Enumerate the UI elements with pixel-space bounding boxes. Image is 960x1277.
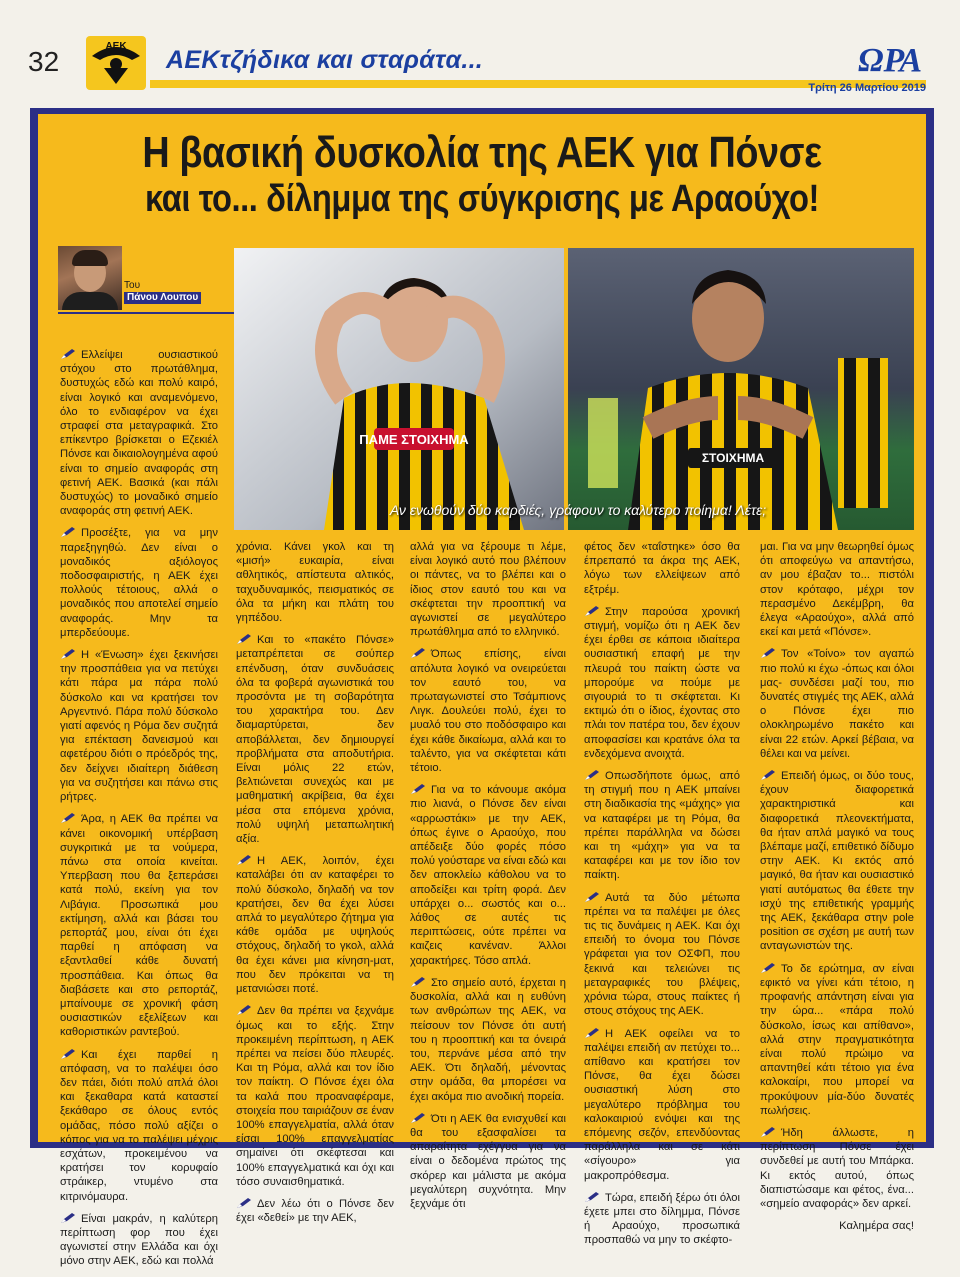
paragraph [584,540,740,597]
article-column-1 [60,348,218,1277]
pen-bullet-icon [584,769,600,781]
paragraph-text: χρόνια. Κάνει γκολ και τη «μισή» ευκαιρία, είναι αθλητικός, απίστευτα αλτικός, ταχυδυναμικός, πεισματικός σε όλα τα μήκη και πλάτη του γηπέδου. [236,541,394,625]
paragraph-text: Όπως επίσης, είναι απόλυτα λογικό να ονειρεύεται τον εαυτό του, να πρωταγωνιστεί στο Τσάμπιονς Λιγκ. Δουλεύει πολύ, έχει το μυαλό του στο ποδόσφαιρο και έχει κάθε δικαίωμα, αλλά και το ταλέντο, για να σκέφτεται κάτι τέτοιο. [410,648,566,775]
paragraph [760,540,914,639]
byline-prefix: Του [124,280,141,291]
paragraph-text: Το δε ερώτημα, αν είναι εφικτό να γίνει κάτι τέτοιο, η προφανής απάντηση είναι για την ώρα... «πάρα πολύ δύσκολο, ίσως και απίθανο», αλλά στην πραγματικότητα είναι πολύ πρώιμο να απαντηθεί κάτι τέτοιο για ένα καλοκαίρι, που μπορεί να προκύψουν μία-δύο δυνατές πωλήσεις. [760,962,914,1117]
issue-date: Τρίτη 26 Μαρτίου 2019 [808,82,926,94]
paragraph-text: Οπωσδήποτε όμως, από τη στιγμή που η ΑΕΚ μπαίνει στη διαδικασία της «μάχης» για να καταφέρει με τη Ρόμα, θα πρέπει παράλληλα να δώσει και τη «μάχη» για να τα καταφέρει και με τον ίδιο τον παίκτη. [584,770,740,882]
paragraph [760,647,914,761]
paragraph-text: φέτος δεν «ταΐστηκε» όσο θα έπρεπαπό τα άκρα της ΑΕΚ, λόγω των ελλείψεων από εξτρέμ. [584,541,740,596]
page-number: 32 [28,46,60,77]
paragraph [60,648,218,804]
svg-text:ΑΕΚ: ΑΕΚ [105,41,127,52]
byline-name: Πάνου Λουπου [124,292,201,304]
paragraph [410,1112,566,1211]
paragraph [60,1048,218,1204]
pen-bullet-icon [236,1197,252,1209]
pen-bullet-icon [760,1126,776,1138]
paragraph [410,783,566,968]
article-frame [30,108,934,1268]
photo-player-heart-right [568,248,914,530]
pen-bullet-icon [410,783,426,795]
pen-bullet-icon [584,891,600,903]
article-column-5 [760,540,914,1233]
paragraph-text: Ήδη άλλωστε, η περίπτωση Πόνσε έχει συνδεθεί με αυτή του Μπάρκα. Κι εκτός αυτού, όπως διαπιστώσαμε και φέτος, ένα... «σημείο αναφοράς» δεν αρκεί. [760,1126,914,1210]
author-photo [58,246,122,310]
paragraph [584,1191,740,1248]
pen-bullet-icon [60,1048,76,1060]
paragraph [410,647,566,775]
pen-bullet-icon [60,812,76,824]
signoff: Καλημέρα σας! [839,1220,914,1233]
pen-bullet-icon [236,854,252,866]
paragraph [60,812,218,1039]
paragraph [760,1126,914,1211]
paragraph-text: Δεν λέω ότι ο Πόνσε δεν έχει «δεθεί» με την ΑΕΚ, [236,1197,394,1225]
paragraph-text: Η ΑΕΚ οφείλει να το παλέψει επειδή αν πετύχει το... απίθανο και κρατήσει τον Πόνσε, θα έχει δώσει ουσιαστική λύση στο μεγαλύτερο πρόβλημα του καλοκαιριού ενόψει και της επόμενης σεζόν, επενδύοντας παράλληλα και σε κάτι «σίγουρο» για μακροπρόθεσμα. [584,1027,740,1182]
paragraph-text: Στην παρούσα χρονική στιγμή, νομίζω ότι η ΑΕΚ δεν έχει έρθει σε κάποια ιδιαίτερα ουσιαστική επαφή με την πλευρά του παίκτη ώστε να μπορούμε να πούμε με σιγουριά το τι σκέφτεται. Κι εκτιμώ ότι ο ίδιος, έχοντας στο πλάι τον πατέρα του, δεν έχουν αποφασίσει και κρατάνε όλα τα ενδεχόμενα ανοιχτά. [584,605,740,760]
byline-rule [58,312,234,314]
pen-bullet-icon [60,648,76,660]
paragraph-text: Είναι μακράν, η καλύτερη περίπτωση φορ που έχει αγωνιστεί στην Ελλάδα και όχι μόνο στην ΑΕΚ, εδώ και πολλά [60,1212,218,1268]
pen-bullet-icon [760,769,776,781]
paragraph-text: Τώρα, επειδή ξέρω ότι όλοι έχετε μπει στο δίλημμα, Πόνσε ή Αραούχο, προσωπικά προσπαθώ να μην το σκέφτο- [584,1191,740,1247]
paragraph [760,769,914,954]
paragraph-text: Και το «πακέτο Πόνσε» μεταπρέπεται σε σούπερ επένδυση, όταν συνδυάσεις όλα τα φοβερά αγωνιστικά του προσόντα με τη σοβαρότητα του χαρακτήρα του. Δεν διαμαρτύρεται, δεν αποβάλλεται, δεν δημιουργεί προβλήματα στα αποδυτήρια. Είναι μόλις 22 ετών, βελτιώνεται συνεχώς και με μαθηματική ακρίβεια, θα έχει μέσα στα επόμενα χρόνια, πολύ υψηλή μεταπωλητική αξία. [236,634,394,846]
photo-player-heart-left [234,248,564,530]
paragraph-text: Για να το κάνουμε ακόμα πιο λιανά, ο Πόνσε δεν είναι «αρρωστάκι» με την ΑΕΚ, όπως έγινε ο Αραούχο, που απέδειξε δύο φορές πόσο πολύ γούσταρε να είναι εδώ και δεν αποκλείω κάθολου να το αποδείξει και τρίτη φορά. Δεν υπάρχει ο... σωστός και ο... λάθος σε αυτές τις περιπτώσεις, ούτε πρέπει να καιζεις κανέναν. Άλλοι χαρακτήρες. Τόσο απλά. [410,784,566,967]
pen-bullet-icon [60,348,76,360]
article-column-4 [584,540,740,1256]
article-panel [38,114,926,1268]
pen-bullet-icon [584,1191,600,1203]
paragraph [584,605,740,761]
paragraph-text: Άρα, η ΑΕΚ θα πρέπει να κάνει οικονομική υπέρβαση συγκριτικά με τα νούμερα, πάνω στα οποία κινείται. Υπερβαση που θα ξεπεράσει κατά πολύ, εκείνη για τον Λιβάγια. Προσωπικά μου εκτίμηση, αλλά και βάσει του ρεπορτάζ μου, είναι ότι έχει παρθεί η απόφαση να εξαντλαθεί κάθε δυνατή προσπάθεια. Και όπως θα διαβάσετε και στο ρεπορτάζ, μπαίνουμε σε χρονική φάση ουσιαστικών εξελίξεων και καθοριστικών ραντεβού. [60,813,218,1039]
paragraph [236,1197,394,1225]
pen-bullet-icon [236,633,252,645]
pen-bullet-icon [760,962,776,974]
pen-bullet-icon [410,1112,426,1124]
author-byline [124,280,201,304]
paragraph [584,1027,740,1183]
paragraph [236,633,394,846]
paragraph [236,1004,394,1189]
article-column-3 [410,540,566,1219]
pen-bullet-icon [410,976,426,988]
paragraph [584,891,740,1019]
jersey-sponsor-text-2: ΣΤΟΙΧΗΜΑ [701,451,765,465]
pen-bullet-icon [60,1212,76,1224]
paragraph [60,348,218,518]
article-headline [38,130,926,220]
pen-bullet-icon [60,526,76,538]
paragraph-text: Στο σημείο αυτό, έρχεται η δυσκολία, αλλά και η ευθύνη των ανθρώπων της ΑΕΚ, να πείσουν τον Πόνσε ότι αυτή του η προοπτική και τα όνειρά του, περνάνε μέσα από την ΑΕΚ. Ότι δηλαδή, μένοντας στην ομάδα, θα μπορέσει να έχει ακόμα πιο ανοδική πορεία. [410,976,566,1103]
paragraph [236,854,394,996]
paragraph-text: αλλά για να ξέρουμε τι λέμε, είναι λογικό αυτό που βλέπουν οι πάντες, να το βλέπει και ο ίδιος στον εαυτό του και να σκέφτεται την προοπτική να αγωνιστεί σε μεγαλύτερο πρωτάθλημα από το ελληνικό. [410,541,566,639]
section-title: AEKτζήδικα και σταράτα... [166,46,484,74]
paragraph-text: Η ΑΕΚ, λοιπόν, έχει καταλάβει ότι αν καταφέρει το πολύ δύσκολο, δηλαδή να τον κρατήσει, δεν θα έχει λύσει απλά το μεγαλύτερο ζήτημα για κάθε ομάδα με υψηλούς στόχους, δηλαδή το γκολ, αλλά θα έχει κάνει μια κίνηση-ματ, που δεν πρόκειται να τη μετανιώσει ποτέ. [236,855,394,996]
headline-line-2: και το... δίλημμα της σύγκρισης με Αραούχο! [145,178,819,221]
paragraph [760,962,914,1118]
paragraph [236,540,394,625]
paragraph-text: Επειδή όμως, οι δύο τους, έχουν διαφορετικά χαρακτηριστικά και διαφορετικά πλεονεκτήματα, θα ήταν απλά μαγικό να τους βλέπαμε μαζί, επιθετικό δίδυμο στην ΑΕΚ. Κι εκτός από μαγικό, θα ήταν και ουσιαστικό γιατί αυτόματως θα έθετε την ισχύ της επιθετικής γραμμής της ΑΕΚ, ξεκάθαρα στην pole position σε σχέση με αυτή των ανταγωνιστών της. [760,770,914,953]
paragraph [60,526,218,640]
paragraph-text: Δεν θα πρέπει να ξεχνάμε όμως και το εξής. Στην προκειμένη περίπτωση, η ΑΕΚ πρέπει να πείσει δύο πλευρές. Και τη Ρόμα, αλλά και τον ίδιο τον παίκτη. Ο Πόνσε έχει όλα τα καλά που προαναφέραμε, στοιχεία που ταιριάζουν σε έναν 100% επαγγελματία, αλλά όταν είσαι 100% επαγγελματίας σημαίνει ότι σκέφτεσαι και 100% επαγγελματικά και όχι και τόσο συναισθηματικά. [236,1005,394,1188]
paper-logo: ΩΡΑ [858,42,922,79]
jersey-sponsor-text: ΠΑΜΕ ΣΤΟΙΧΗΜΑ [359,432,469,447]
paragraph-text: Και έχει παρθεί η απόφαση, να το παλέψει όσο δεν πάει, διότι πολύ απλά όλοι και ξεκαθαρα κατά καταστεί ξεκάθαρο σε όλους εντός ομάδας, πόσο πολύ αξίζει ο κόπος για να το παλέψει μέχρις εσχάτων, προκειμένου να κρατήσει τον κορυφαίο στράικερ, ντυμένο στα κιτρινόμαυρα. [60,1048,218,1203]
headline-line-1: Η βασική δυσκολία της ΑΕΚ για Πόνσε [142,128,822,177]
pen-bullet-icon [760,647,776,659]
paragraph [410,976,566,1104]
pen-bullet-icon [410,647,426,659]
pen-bullet-icon [584,1027,600,1039]
paragraph-text: Η «Ένωση» έχει ξεκινήσει την προσπάθεια για να πετύχει κάτι πάρα μα πάρα πολύ δύσκολο και να κρατήσει τον Αργεντινό. Πάρα πολύ δύσκολο γιατί αφενός η Ρόμα δεν συζητά για επέκταση δανεισμού και αφετέρου διότι ο πρόεδρός της, δεν δείχνει ιδιαίτερη διάθεση για να συζητήσει και πάνω στις ρήτρες. [60,649,218,804]
article-column-2 [236,540,394,1233]
photo-caption: Αν ενωθούν δύο καρδιές, γράφουν το καλύτερο ποίημα! Λέτε; [389,502,767,518]
paragraph-text: Προσέξτε, για να μην παρεξηγηθώ. Δεν είναι ο μοναδικός αξιόλογος ποδοσφαιριστής, η ΑΕΚ έχει πολλούς τέτοιους, αλλά ο μοναδικός που αποτελεί σημείο αναφοράς. Μην τα μπερδεύουμε. [60,527,218,639]
paragraph [410,540,566,639]
paragraph-text: Τον «Τοίνο» τον αγαπώ πιο πολύ κι έχω -όπως και όλοι μας- συνδέσει μαζί του, πιο δυνατές στιγμές της ΑΕΚ, αλλά ο Πόνσε έχει πιο ολοκληρωμένο πακέτο και είναι 22 ετών. Αρκεί βέβαια, να θέλει και να μείνει. [760,648,914,760]
pen-bullet-icon [584,605,600,617]
paragraph-text: μαι. Για να μην θεωρηθεί όμως ότι αποφεύγω να απαντήσω, αν μου έβαζαν το... πιστόλι στον κρόταφο, μέχρι τον περασμένο Δεκέμβρη, θα έλεγα «Αραούχο», αλλά από εκεί και μετά «Πόνσε». [760,541,914,639]
paragraph-text: Ελλείψει ουσιαστικού στόχου στο πρωτάθλημα, δυστυχώς εδώ και πολύ καιρό, είναι λογικό και αναμενόμενο, όλο το ενδιαφέρον να έχει στραφεί στα μεταγραφικά. Στο επίκεντρο βρίσκεται ο Εζεκιέλ Πόνσε και δικαιολογημένα αφού είναι το σημείο αναφοράς στη φετινή ΑΕΚ. Βασικά (και πάλι δυστυχώς) το μοναδικό σημείο αναφοράς στη φετινή ΑΕΚ. [60,349,218,518]
paragraph-text: Ότι η ΑΕΚ θα ενισχυθεί και θα του εξασφαλίσει τα απαραίτητα εχέγγυα για να είναι ο δεδομένα πρώτος της σκόρερ και μάλιστα με ακόμα μεγαλύτερη συχνότητα. Μην ξεχνάμε ότι [410,1112,566,1210]
pen-bullet-icon [236,1004,252,1016]
aek-eagle-logo [84,34,148,92]
paragraph [60,1212,218,1269]
paragraph [584,769,740,883]
paragraph-text: Αυτά τα δύο μέτωπα πρέπει να τα παλέψει με όλες τις τις δυνάμεις η ΑΕΚ. Και όχι επειδή το όνομα του Πόνσε γράφεται για τον ΟΣΦΠ, που ξεκινά και τελειώνει τις μεταγραφικές του βλέψεις, χρόνια τώρα, στους παίκτες ή στους στόχους της ΑΕΚ. [584,891,740,1018]
